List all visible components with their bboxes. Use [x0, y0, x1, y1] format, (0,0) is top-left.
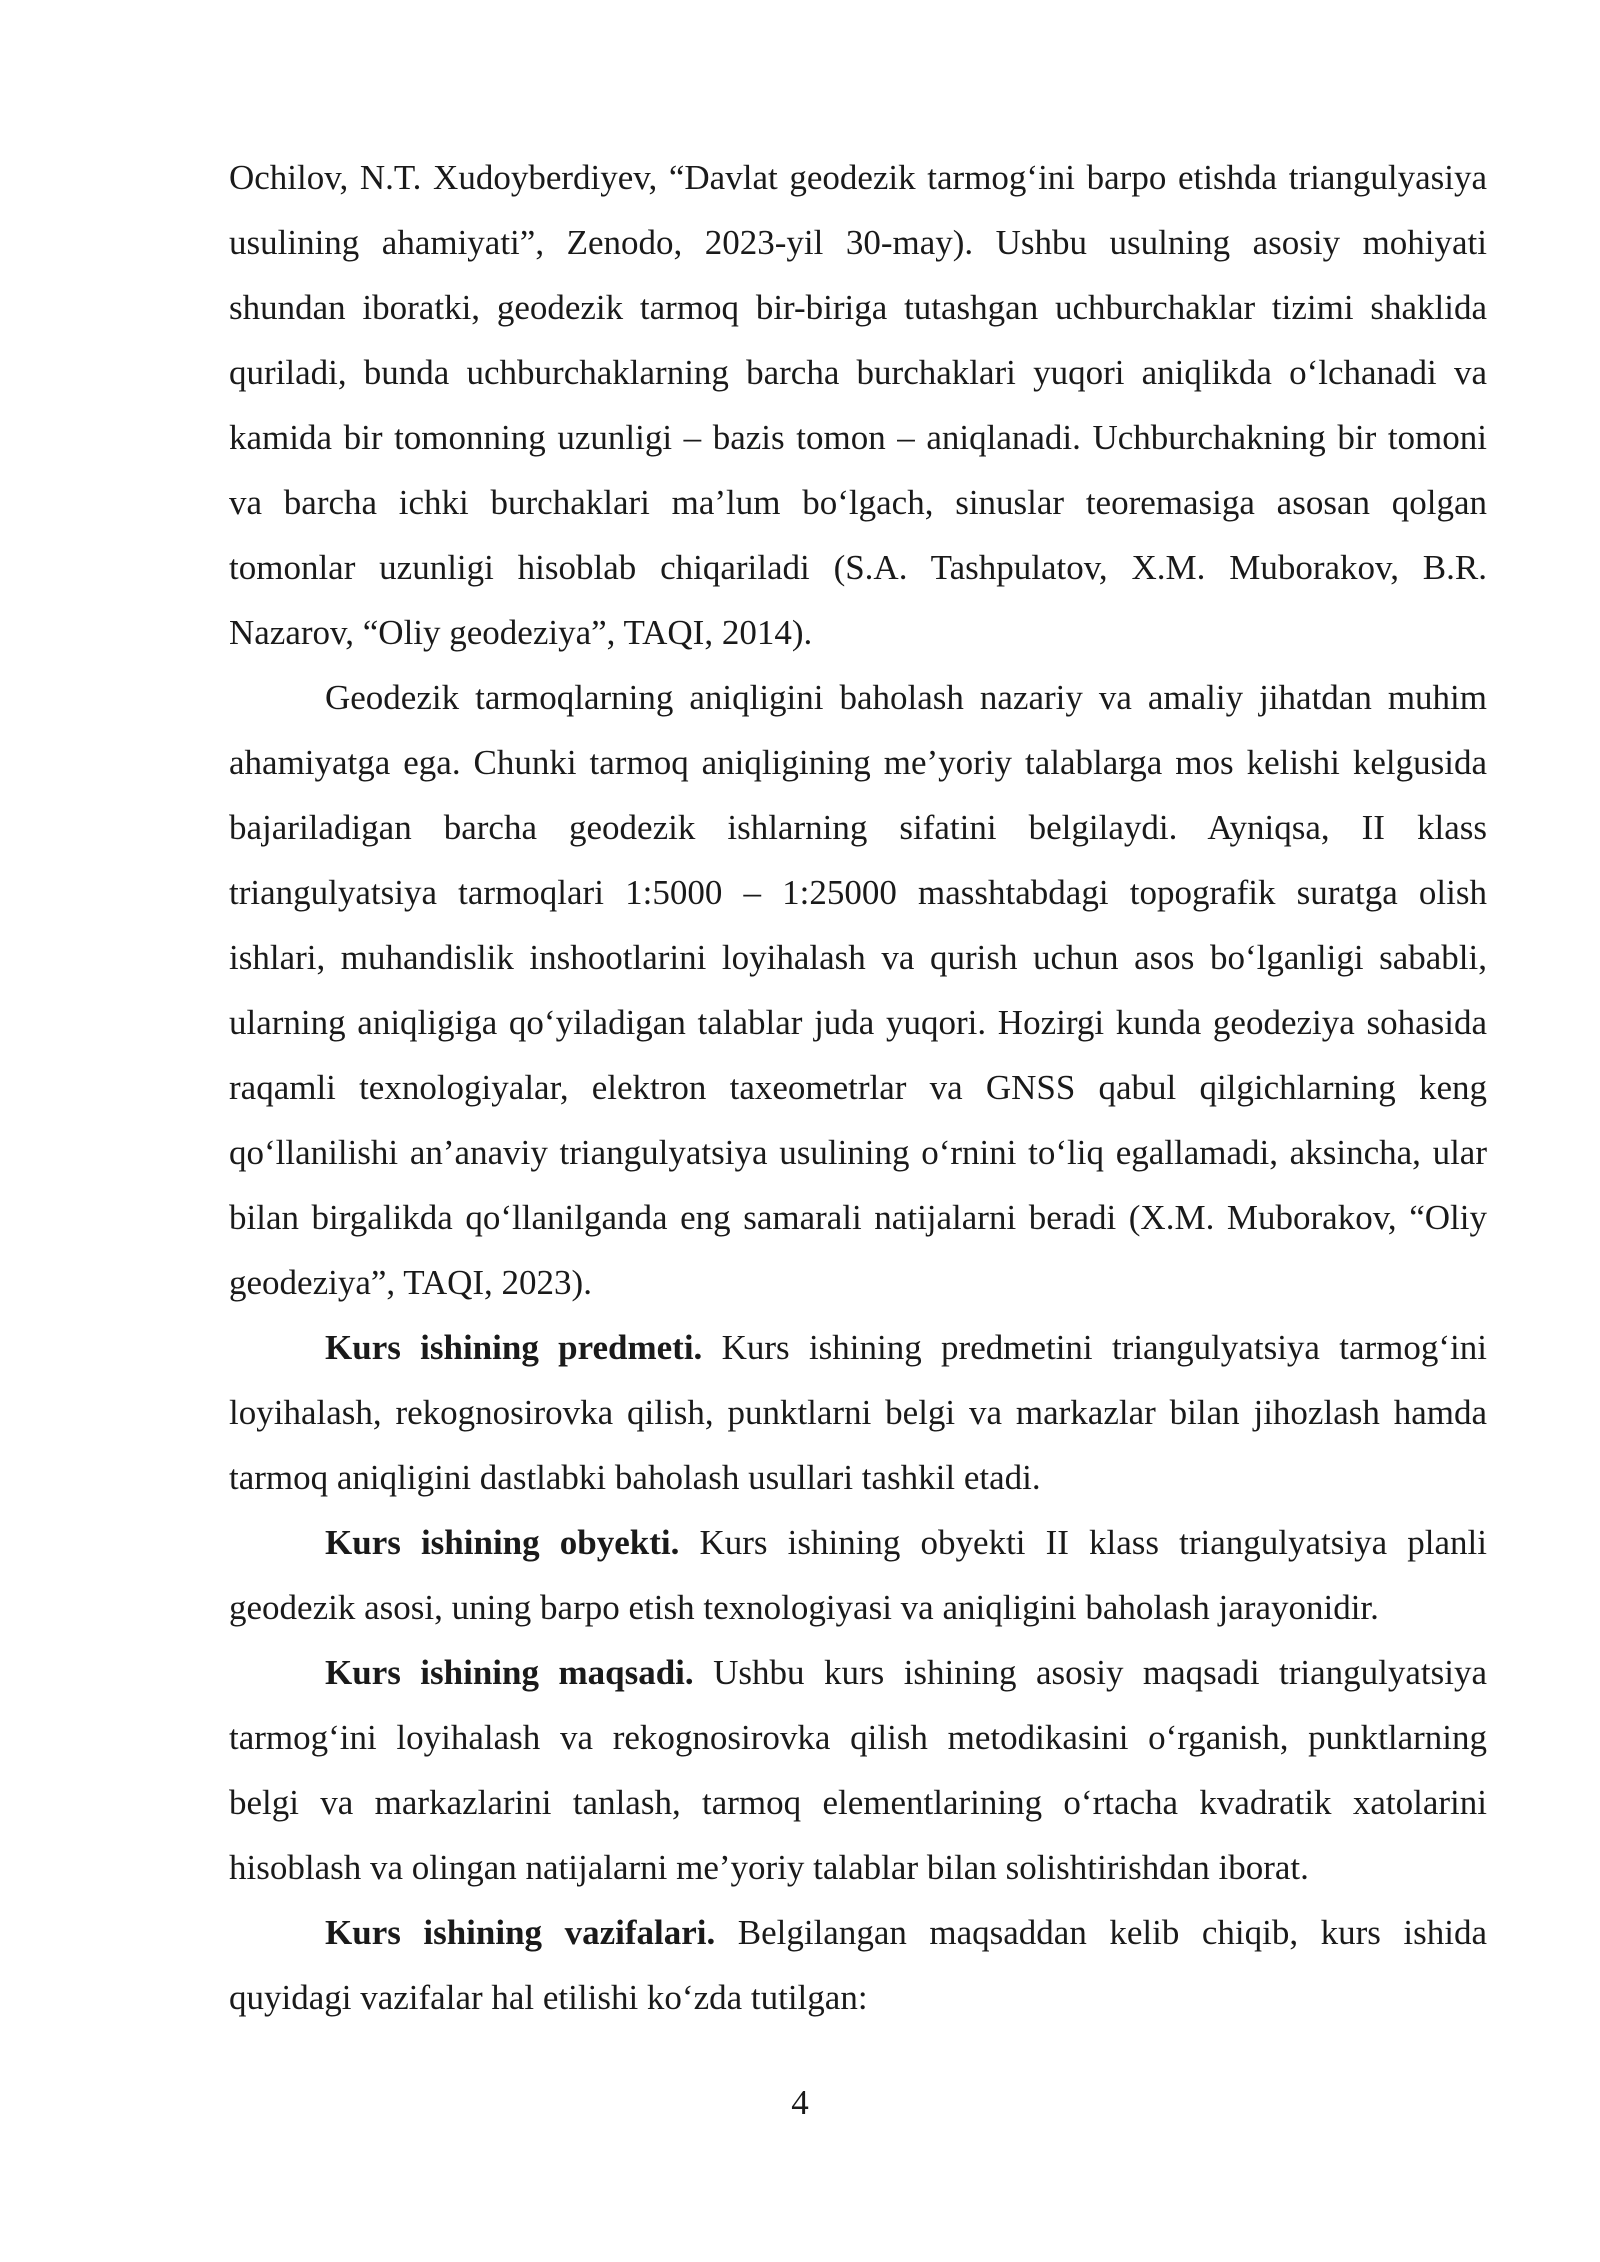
paragraph-text: Geodezik tarmoqlarning aniqligini baholash nazariy va amaliy jihatdan muhim ahamiyatga ega. Chunki tarmoq aniqligining me’yoriy talablarga mos kelishi kelgusida bajariladigan barcha geodezik ishlarning sifatini belgilaydi. Ayniqsa, II klass triangulyatsiya tarmoqlari 1:5000 – 1:25000 masshtabdagi topografik suratga olish ishlari, muhandislik inshootlarini loyihalash va qurish uchun asos bo‘lganligi sababli, ularning aniqligiga qo‘yiladigan talablar juda yuqori. Hozirgi kunda geodeziya sohasida raqamli texnologiyalar, elektron taxeometrlar va GNSS qabul qilgichlarning keng qo‘llanilishi an’anaviy triangulyatsiya usulining o‘rnini to‘liq egallamadi, aksincha, ular bilan birgalikda qo‘llanilganda eng samarali natijalarni beradi (X.M. Muborakov, “Oliy geodeziya”, TAQI, 2023).: [229, 678, 1487, 1302]
paragraph-text: Kurs ishining predmetini triangulyatsiya tarmog‘ini loyihalash, rekognosirovka qilish, punktlarni belgi va markazlar bilan jihozlash hamda tarmoq aniqligini dastlabki baholash usullari tashkil etadi.: [229, 1328, 1487, 1497]
paragraph-text: Ushbu kurs ishining asosiy maqsadi triangulyatsiya tarmog‘ini loyihalash va rekognosirovka qilish metodikasini o‘rganish, punktlarning belgi va markazlarini tanlash, tarmoq elementlarining o‘rtacha kvadratik xatolarini hisoblash va olingan natijalarni me’yoriy talablar bilan solishtirishdan iborat.: [229, 1653, 1487, 1887]
paragraph-continuation: [229, 145, 1487, 665]
paragraph-text: Ochilov, N.T. Xudoyberdiyev, “Davlat geodezik tarmog‘ini barpo etishda triangulyasiya usulining ahamiyati”, Zenodo, 2023-yil 30-may). Ushbu usulning asosiy mohiyati shundan iboratki, geodezik tarmoq bir-biriga tutashgan uchburchaklar tizimi shaklida quriladi, bunda uchburchaklarning barcha burchaklari yuqori aniqlikda o‘lchanadi va kamida bir tomonning uzunligi – bazis tomon – aniqlanadi. Uchburchakning bir tomoni va barcha ichki burchaklari ma’lum bo‘lgach, sinuslar teoremasiga asosan qolgan tomonlar uzunligi hisoblab chiqariladi (S.A. Tashpulatov, X.M. Muborakov, B.R. Nazarov, “Oliy geodeziya”, TAQI, 2014).: [229, 158, 1487, 652]
paragraph-object: [229, 1510, 1487, 1640]
paragraph-text: Kurs ishining obyekti II klass triangulyatsiya planli geodezik asosi, uning barpo etish texnologiyasi va aniqligini baholash jarayonidir.: [229, 1523, 1487, 1627]
paragraph-lead: Kurs ishining obyekti.: [325, 1523, 680, 1562]
paragraph-text: Belgilangan maqsaddan kelib chiqib, kurs ishida quyidagi vazifalar hal etilishi ko‘zda tutilgan:: [229, 1913, 1487, 2017]
paragraph-tasks: [229, 1900, 1487, 2030]
paragraph-goal: [229, 1640, 1487, 1900]
paragraph-lead: Kurs ishining vazifalari.: [325, 1913, 716, 1952]
paragraph-lead: Kurs ishining predmeti.: [325, 1328, 703, 1367]
document-body: [229, 145, 1487, 2030]
page-number: 4: [791, 2083, 809, 2122]
paragraph-accuracy: [229, 665, 1487, 1315]
paragraph-lead: Kurs ishining maqsadi.: [325, 1653, 694, 1692]
paragraph-subject: [229, 1315, 1487, 1510]
